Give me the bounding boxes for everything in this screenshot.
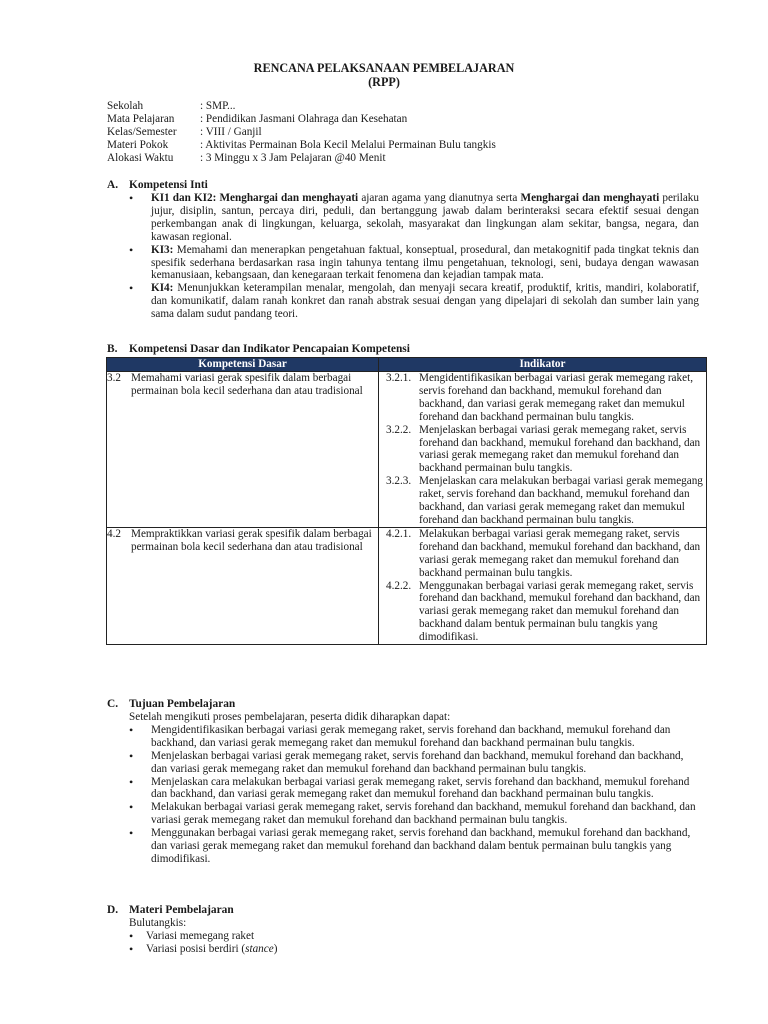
info-row: [107, 100, 496, 113]
list-item: • Menjelaskan berbagai variasi gerak memegang raket, servis forehand dan backhand, memukul forehand dan backhand, dan variasi gerak memegang raket dan memukul forehand dan backhand permainan bulu tangkis.: [129, 750, 699, 776]
ki-lead: KI3:: [151, 243, 174, 256]
table-header-row: [107, 358, 707, 372]
kd-cell: [107, 527, 379, 644]
item-italic: stance: [245, 942, 274, 955]
materi-list: [129, 930, 699, 956]
list-item: • Melakukan berbagai variasi gerak memegang raket, servis forehand dan backhand, memukul forehand dan backhand, dan variasi gerak memegang raket dan memukul forehand dan backhand permainan bulu tangkis.: [129, 801, 699, 827]
section-title: Kompetensi Inti: [129, 179, 208, 191]
document-title: [0, 61, 768, 89]
section-kompetensi-inti: [107, 179, 699, 321]
indicator-text: Menjelaskan berbagai variasi gerak memegang raket, servis forehand dan backhand, memukul forehand dan backhand, dan variasi gerak memegang raket dan memukul forehand dan backhand permainan bulu tangkis.: [419, 423, 701, 475]
indicator-number: 4.2.1.: [386, 527, 412, 540]
list-item: [129, 282, 699, 321]
ki-bold: Menghargai dan menghayati: [520, 192, 660, 204]
ki-text: perilaku jujur, disiplin, santun, percaya diri, peduli, dan bertanggung jawab dalam berinteraksi secara efektif sesuai dengan perkembangan anak di lingkungan, keluarga, sekolah, masyarakat dan lingkungan alam sekitar, bangsa, negara, dan kawasan regional.: [151, 192, 699, 243]
section-intro: Bulutangkis:: [129, 917, 187, 929]
kd-cell: [107, 372, 379, 528]
ki-text: Menunjukkan keterampilan menalar, mengolah, dan menyaji secara kreatif, produktif, kritis, mandiri, kolaboratif, dan komunikatif, dalam ranah konkret dan ranah abstrak sesuai dengan yang dipelajari di sekolah dan sumber lain yang sama dalam sudut pandang teori.: [151, 282, 699, 321]
section-heading: [107, 904, 699, 917]
info-label: Sekolah: [107, 100, 144, 112]
kd-number: 4.2: [107, 527, 121, 540]
section-intro: Setelah mengikuti proses pembelajaran, peserta didik diharapkan dapat:: [129, 711, 451, 723]
column-header: Kompetensi Dasar: [107, 358, 379, 372]
section-heading: [107, 698, 699, 711]
section-title: Materi Pembelajaran: [129, 904, 234, 916]
section-number: C.: [107, 698, 119, 710]
section-heading: [107, 179, 699, 192]
list-item: [129, 244, 699, 283]
table-row: [107, 372, 707, 528]
section-materi: [107, 904, 699, 956]
ki-bold: Menghargai dan menghayati: [219, 192, 359, 204]
title-line-2: (RPP): [368, 75, 400, 89]
section-tujuan: [107, 698, 699, 866]
info-label: Alokasi Waktu: [107, 151, 174, 164]
info-value: : Pendidikan Jasmani Olahraga dan Kesehatan: [200, 112, 408, 125]
list-item: • Menjelaskan cara melakukan berbagai variasi gerak memegang raket, servis forehand dan backhand, memukul forehand dan backhand, dan variasi gerak memegang raket dan memukul forehand dan backhand permainan bulu tangkis.: [129, 776, 699, 802]
indicator-number: 3.2.2.: [386, 423, 412, 436]
indicator-number: 3.2.1.: [386, 372, 412, 384]
indicator-text: Menggunakan berbagai variasi gerak memegang raket, servis forehand dan backhand, memukul forehand dan backhand, dan variasi gerak memegang raket dan memukul forehand dan backhand dalam bentuk permainan bulu tangkis yang dimodifikasi.: [419, 579, 701, 644]
indicator-number: 4.2.2.: [386, 579, 412, 592]
info-value: : 3 Minggu x 3 Jam Pelajaran @40 Menit: [200, 151, 386, 164]
list-item: • Mengidentifikasikan berbagai variasi gerak memegang raket, servis forehand dan backhand, memukul forehand dan backhand, dan variasi gerak memegang raket dan memukul forehand dan backhand permainan bulu tangkis.: [129, 724, 699, 750]
ki-lead: KI1 dan KI2:: [151, 192, 217, 204]
section-kd-heading: [107, 343, 699, 356]
indicator-text: Melakukan berbagai variasi gerak memegang raket, servis forehand dan backhand, memukul forehand dan backhand, dan variasi gerak memegang raket dan memukul forehand dan backhand permainan bulu tangkis.: [419, 527, 701, 579]
info-value: : SMP...: [200, 100, 236, 112]
info-label: Kelas/Semester: [107, 125, 177, 138]
list-item: [129, 943, 699, 956]
indicator-item: [379, 372, 703, 424]
info-row: [107, 152, 496, 165]
indicator-number: 3.2.3.: [386, 475, 412, 488]
ki-list: [107, 192, 699, 321]
indicator-item: [379, 528, 703, 580]
info-label: Materi Pokok: [107, 138, 169, 151]
info-label: Mata Pelajaran: [107, 112, 175, 125]
indicator-text: Mengidentifikasikan berbagai variasi gerak memegang raket, servis forehand dan backhand, memukul forehand dan backhand, dan variasi gerak memegang raket dan memukul forehand dan backhand permainan bulu tangkis.: [419, 372, 693, 423]
section-number: A.: [107, 179, 119, 191]
info-row: [107, 113, 496, 126]
list-item: • Variasi memegang raket: [129, 930, 699, 943]
column-header: Indikator: [379, 358, 707, 372]
section-heading: [107, 343, 699, 356]
info-value: : VIII / Ganjil: [200, 125, 262, 138]
info-row: [107, 126, 496, 139]
ki-text: Memahami dan menerapkan pengetahuan faktual, konseptual, prosedural, dan metakognitif pada tingkat teknis dan spesifik sederhana berdasarkan rasa ingin tahunya tentang ilmu pengetahuan, teknologi, seni, budaya dengan wawasan kemanusiaan, kebangsaan, dan kenegaraan terkait fenomena dan kejadian tampak mata.: [151, 243, 699, 282]
indicator-item: [379, 424, 703, 476]
info-value: : Aktivitas Permainan Bola Kecil Melalui Permainan Bulu tangkis: [200, 138, 496, 151]
indicator-cell: [379, 372, 707, 528]
indicator-item: [379, 475, 703, 527]
ki-text: ajaran agama yang dianutnya serta: [358, 192, 521, 204]
kd-text: Memahami variasi gerak spesifik dalam berbagai permainan bola kecil sederhana dan atau tradisional: [131, 372, 363, 397]
section-number: D.: [107, 904, 119, 916]
kd-text: Mempraktikkan variasi gerak spesifik dalam berbagai permainan bola kecil sederhana dan atau tradisional: [131, 527, 372, 553]
section-title: Kompetensi Dasar dan Indikator Pencapaian Kompetensi: [129, 343, 410, 355]
title-line-1: RENCANA PELAKSANAAN PEMBELAJARAN: [253, 61, 515, 75]
list-item: • Menggunakan berbagai variasi gerak memegang raket, servis forehand dan backhand, memukul forehand dan backhand, dan variasi gerak memegang raket dan memukul forehand dan backhand dalam bentuk permainan bulu tangkis yang dimodifikasi.: [129, 827, 699, 866]
list-item: [129, 192, 699, 244]
indicator-item: [379, 580, 703, 645]
indicator-text: Menjelaskan cara melakukan berbagai variasi gerak memegang raket, servis forehand dan backhand, memukul forehand dan backhand, dan variasi gerak memegang raket dan memukul forehand dan backhand permainan bulu tangkis.: [419, 475, 703, 526]
ki-lead: KI4:: [151, 282, 174, 295]
kd-number: 3.2: [107, 372, 121, 384]
item-text: ): [273, 942, 278, 955]
table-row: [107, 527, 707, 644]
kd-indicator-table: [106, 357, 707, 645]
identity-block: [107, 100, 496, 164]
item-text: Variasi posisi berdiri (: [146, 942, 246, 955]
section-number: B.: [107, 343, 118, 355]
section-title: Tujuan Pembelajaran: [129, 698, 236, 710]
info-row: [107, 139, 496, 152]
indicator-cell: [379, 527, 707, 644]
objective-list: [129, 724, 699, 866]
